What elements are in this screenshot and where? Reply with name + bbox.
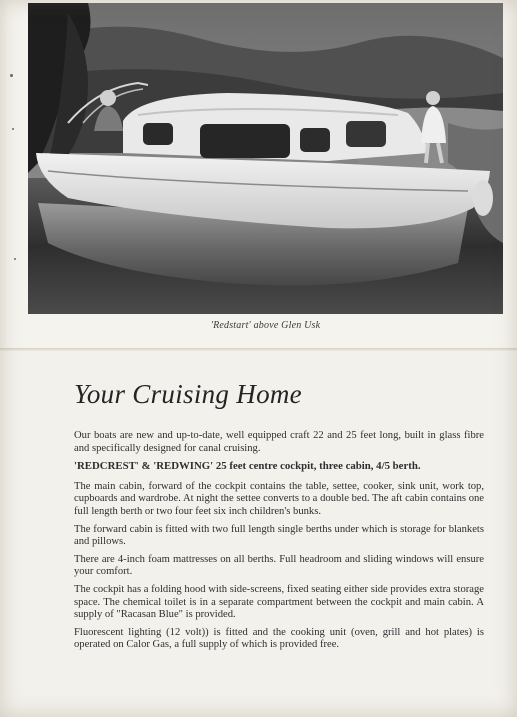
- paragraph-models: 'REDCREST' & 'REDWING' 25 feet centre cockpit, three cabin, 4/5 berth.: [74, 460, 421, 473]
- paragraph-mattresses: There are 4-inch foam mattresses on all berths. Full headroom and sliding windows will ensure your comfort.: [74, 553, 484, 578]
- print-speck: [10, 74, 13, 77]
- print-speck: [14, 258, 16, 260]
- body-text: [74, 430, 484, 657]
- paragraph-forward-cabin: The forward cabin is fitted with two full length single berths under which is storage for blankets and pillows.: [74, 523, 484, 548]
- page-title: Your Cruising Home: [74, 379, 302, 409]
- photo-caption: 'Redstart' above Glen Usk: [210, 320, 321, 331]
- paragraph-main-cabin: The main cabin, forward of the cockpit contains the table, settee, cooker, sink unit, work top, cupboards and wardrobe. At night the settee converts to a double bed. The aft cabin contains one full length berth or two four feet six inch children's bunks.: [74, 480, 484, 517]
- print-speck: [12, 128, 14, 130]
- boat-photo: [28, 3, 503, 314]
- paragraph-cockpit: The cockpit has a folding hood with side-screens, fixed seating either side provides extra storage space. The chemical toilet is in a separate compartment between the cockpit and main cabin. A supply of "Racasan Blue" is provided.: [74, 583, 484, 621]
- paragraph-lighting: Fluorescent lighting (12 volt)) is fitted and the cooking unit (oven, grill and hot plates) is operated on Calor Gas, a full supply of which is provided free.: [74, 626, 484, 651]
- fold-line: [0, 348, 517, 351]
- paragraph-intro: Our boats are new and up-to-date, well equipped craft 22 and 25 feet long, built in glass fibre and specifically designed for canal cruising.: [74, 430, 484, 454]
